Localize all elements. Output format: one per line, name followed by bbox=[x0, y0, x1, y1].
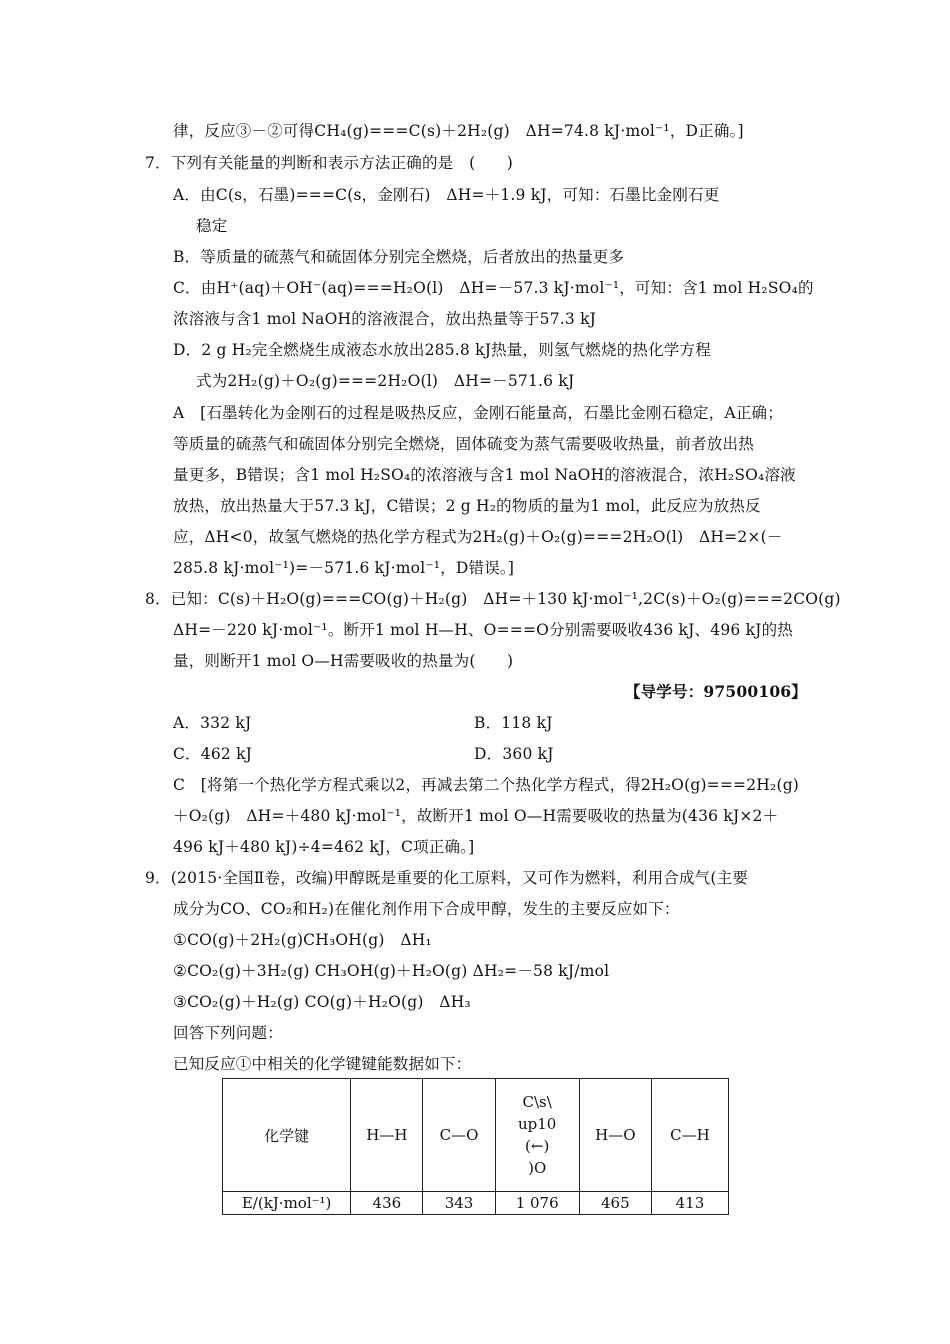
table-header-row bbox=[223, 1079, 729, 1192]
text-line: B．等质量的硫蒸气和硫固体分别完全燃烧，后者放出的热量更多 bbox=[173, 248, 625, 266]
text-line: 8．已知：C(s)＋H₂O(g)===CO(g)＋H₂(g) ΔH=＋130 kJ·mol⁻¹,2C(s)＋O₂(g)===2CO(g) bbox=[145, 590, 841, 608]
text-line: A [石墨转化为金刚石的过程是吸热反应，金刚石能量高，石墨比金刚石稳定，A正确； bbox=[173, 404, 783, 422]
table-cell: 343 bbox=[423, 1192, 495, 1215]
text-line: 应，ΔH<0，故氢气燃烧的热化学方程式为2H₂(g)＋O₂(g)===2H₂O(l) ΔH=2×(－ bbox=[173, 528, 783, 546]
text-line: ①CO(g)＋2H₂(g)CH₃OH(g) ΔH₁ bbox=[173, 931, 432, 949]
text-line: 【导学号：97500106】 bbox=[624, 682, 807, 701]
bond-energy-table bbox=[222, 1078, 729, 1215]
table-header-cell: C—O bbox=[423, 1079, 495, 1192]
text-line: C．由H⁺(aq)＋OH⁻(aq)===H₂O(l) ΔH=－57.3 kJ·mol⁻¹，可知：含1 mol H₂SO₄的 bbox=[173, 279, 814, 297]
text-line: 已知反应①中相关的化学键键能数据如下： bbox=[173, 1055, 472, 1073]
text-line: A．由C(s，石墨)===C(s，金刚石) ΔH=＋1.9 kJ，可知：石墨比金刚石更 bbox=[173, 186, 720, 204]
table-header-cell: 化学键 bbox=[223, 1079, 351, 1192]
text-line: 回答下列问题： bbox=[173, 1024, 283, 1042]
text-line: 285.8 kJ·mol⁻¹)=－571.6 kJ·mol⁻¹，D错误。] bbox=[173, 559, 515, 577]
text-line: 律，反应③－②可得CH₄(g)===C(s)＋2H₂(g) ΔH=74.8 kJ·mol⁻¹，D正确。] bbox=[173, 122, 744, 140]
text-line: 成分为CO、CO₂和H₂)在催化剂作用下合成甲醇，发生的主要反应如下： bbox=[173, 900, 680, 918]
text-line: 7．下列有关能量的判断和表示方法正确的是 ( ) bbox=[145, 154, 513, 172]
text-line: ②CO₂(g)＋3H₂(g) CH₃OH(g)＋H₂O(g) ΔH₂=－58 kJ/mol bbox=[173, 962, 610, 980]
text-line: ΔH=－220 kJ·mol⁻¹。断开1 mol H—H、O===O分别需要吸收436 kJ、496 kJ的热 bbox=[173, 621, 793, 639]
text-line: 式为2H₂(g)＋O₂(g)===2H₂O(l) ΔH=－571.6 kJ bbox=[196, 372, 575, 390]
text-line: 496 kJ＋480 kJ)÷4=462 kJ，C项正确。] bbox=[173, 838, 475, 856]
table-header-cell: H—O bbox=[579, 1079, 651, 1192]
text-line: 9．(2015·全国Ⅱ卷，改编)甲醇既是重要的化工原料，又可作为燃料，利用合成气(主要 bbox=[145, 869, 749, 887]
table-header-cell: H—H bbox=[351, 1079, 423, 1192]
text-line: ＋O₂(g) ΔH=＋480 kJ·mol⁻¹，故断开1 mol O—H需要吸收的热量为(436 kJ×2＋ bbox=[173, 807, 779, 825]
text-line: 量更多，B错误；含1 mol H₂SO₄的浓溶液与含1 mol NaOH的溶液混合，浓H₂SO₄溶液 bbox=[173, 466, 796, 484]
table-header-cell: C—H bbox=[651, 1079, 728, 1192]
text-line: 稳定 bbox=[196, 217, 228, 235]
table-header-cell: C\s\ up10 (←) )O bbox=[495, 1079, 579, 1192]
table-cell: 413 bbox=[651, 1192, 728, 1215]
text-line: C．462 kJ bbox=[173, 745, 253, 763]
table-cell: 465 bbox=[579, 1192, 651, 1215]
text-line: ③CO₂(g)＋H₂(g) CO(g)＋H₂O(g) ΔH₃ bbox=[173, 993, 471, 1011]
text-line: 量，则断开1 mol O—H需要吸收的热量为( ) bbox=[173, 652, 514, 670]
text-line: A．332 kJ bbox=[173, 714, 252, 732]
text-line: C [将第一个热化学方程式乘以2，再减去第二个热化学方程式，得2H₂O(g)===2H₂(g) bbox=[173, 776, 800, 794]
text-line: 等质量的硫蒸气和硫固体分别完全燃烧，固体硫变为蒸气需要吸收热量，前者放出热 bbox=[173, 435, 754, 453]
table-row bbox=[223, 1192, 729, 1215]
text-line: D．2 g H₂完全燃烧生成液态水放出285.8 kJ热量，则氢气燃烧的热化学方程 bbox=[173, 341, 711, 359]
text-line: 放热，放出热量大于57.3 kJ，C错误；2 g H₂的物质的量为1 mol，此反应为放热反 bbox=[173, 497, 761, 515]
option-d: D．360 kJ bbox=[474, 745, 554, 763]
table-cell: 436 bbox=[351, 1192, 423, 1215]
table-cell: 1 076 bbox=[495, 1192, 579, 1215]
table-cell: E/(kJ·mol⁻¹) bbox=[223, 1192, 351, 1215]
text-line: 浓溶液与含1 mol NaOH的溶液混合，放出热量等于57.3 kJ bbox=[173, 310, 597, 328]
option-b: B．118 kJ bbox=[474, 714, 553, 732]
